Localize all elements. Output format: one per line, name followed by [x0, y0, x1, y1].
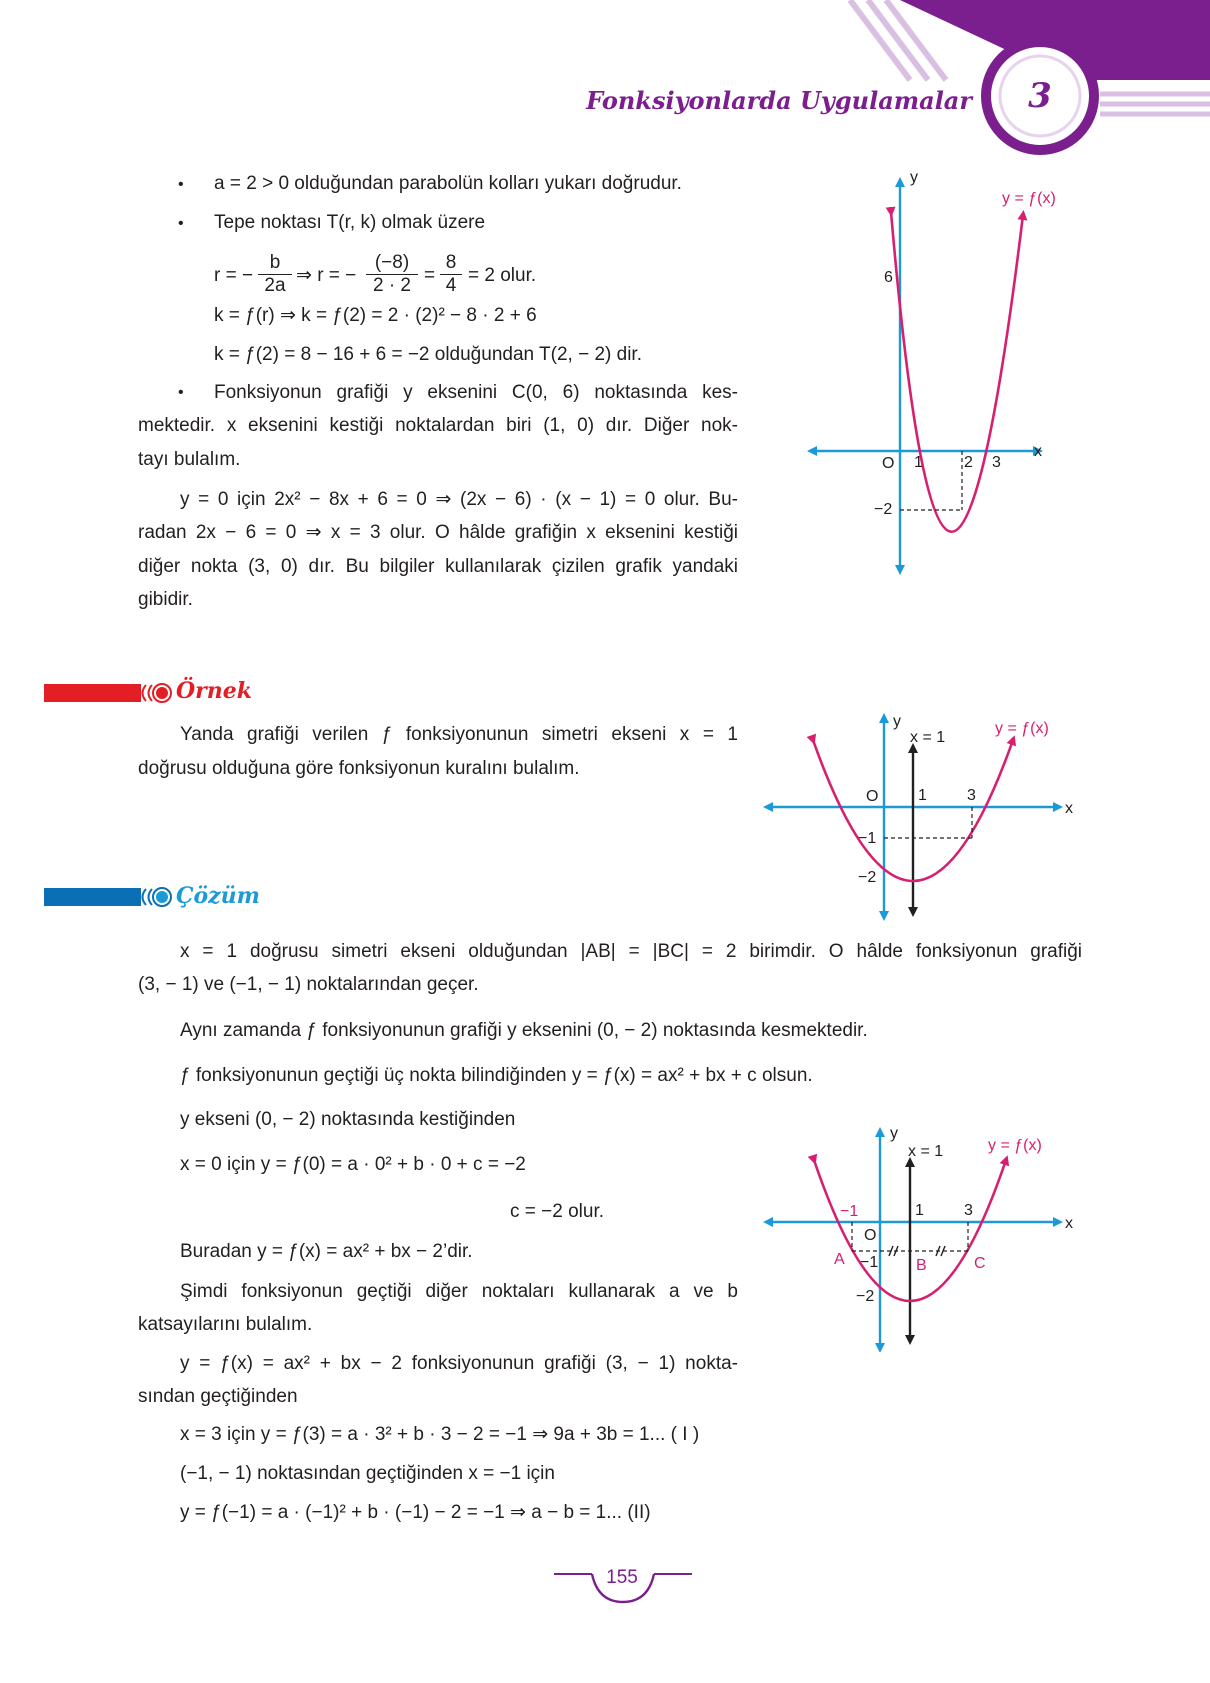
solution-line-14: (−1, − 1) noktasından geçtiğinden x = −1 için	[180, 1463, 555, 1484]
x-tick-label: 1	[914, 454, 923, 471]
solution-line-2: (3, − 1) ve (−1, − 1) noktalarından geçer.	[138, 974, 479, 995]
para-line-1: y = 0 için 2x² − 8x + 6 = 0 ⇒ (2x − 6) · (x − 1) = 0 olur. Bu-	[180, 489, 738, 510]
y-axis-label: y	[890, 1125, 898, 1142]
eq-r-suffix: = 2 olur.	[468, 265, 537, 286]
eq-r-fraction-1: $\frac{b}{2a}$	[258, 252, 292, 297]
x-tick-label: 1	[915, 1202, 924, 1219]
eq-r-mid-2: =	[424, 265, 436, 286]
point-label-b: B	[916, 1257, 927, 1274]
origin-label: O	[866, 788, 879, 805]
solution-line-13: x = 3 için y = ƒ(3) = a · 3² + b · 3 − 2 = −1 ⇒ 9a + 3b = 1... ( I )	[180, 1424, 700, 1445]
solution-line-6: x = 0 için y = ƒ(0) = a · 0² + b · 0 + c = −2	[180, 1154, 526, 1175]
solution-line-12: sından geçtiğinden	[138, 1386, 298, 1407]
eq-k-2: k = ƒ(2) = 8 − 16 + 6 = −2 olduğundan T(2, − 2) dir.	[214, 344, 642, 365]
parabola-curve	[891, 212, 1023, 532]
y-tick-label: −2	[874, 501, 893, 518]
x-tick-label: 1	[918, 787, 927, 804]
graph-parabola-2	[760, 712, 1080, 922]
page-number: 155	[606, 1567, 638, 1588]
solution-line-8: Buradan y = ƒ(x) = ax² + bx − 2’dir.	[180, 1241, 473, 1262]
y-axis-label: y	[910, 170, 918, 186]
graph-parabola-1	[800, 170, 1080, 580]
eq-r-mid-1: ⇒ r = −	[296, 265, 357, 286]
symmetry-label: x = 1	[910, 729, 946, 746]
example-line-1: Yanda grafiği verilen ƒ fonksiyonunun simetri ekseni x = 1	[180, 724, 738, 745]
para-line-4: gibidir.	[138, 589, 193, 610]
point-label-a: A	[834, 1251, 845, 1268]
origin-label: O	[864, 1227, 877, 1244]
x-axis-label: x	[1034, 443, 1042, 460]
y-tick-label: −2	[858, 869, 877, 886]
function-label: y = ƒ(x)	[995, 720, 1049, 737]
origin-label: O	[882, 455, 895, 472]
solution-label: Çözüm	[176, 883, 260, 909]
function-label: y = ƒ(x)	[988, 1137, 1042, 1154]
x-tick-label: −1	[840, 1203, 859, 1220]
example-label-bar	[44, 682, 174, 704]
chapter-number: 3	[1028, 76, 1052, 116]
solution-line-3: Aynı zamanda ƒ fonksiyonunun grafiği y eksenini (0, − 2) noktasında kesmektedir.	[180, 1020, 868, 1041]
solution-line-15: y = ƒ(−1) = a · (−1)² + b · (−1) − 2 = −1 ⇒ a − b = 1... (II)	[180, 1502, 651, 1523]
solution-line-5: y ekseni (0, − 2) noktasında kestiğinden	[180, 1109, 516, 1130]
solution-label-bar	[44, 886, 174, 908]
point-label-c: C	[974, 1255, 986, 1272]
example-line-2: doğrusu olduğuna göre fonksiyonun kuralını bulalım.	[138, 758, 580, 779]
y-tick-label: −2	[856, 1288, 875, 1305]
para-line-3: diğer nokta (3, 0) dır. Bu bilgiler kullanılarak çizilen grafik yandaki	[138, 556, 738, 577]
y-tick-label: −1	[860, 1254, 879, 1271]
bullet-text-3-line-2: mektedir. x eksenini kestiği noktalardan biri (1, 0) dır. Diğer nok-	[138, 415, 738, 436]
bullet-dot: •	[178, 384, 184, 401]
solution-line-4: ƒ fonksiyonunun geçtiği üç nokta bilindiğinden y = ƒ(x) = ax² + bx + c olsun.	[180, 1065, 813, 1086]
symmetry-label: x = 1	[908, 1143, 944, 1160]
bullet-dot: •	[178, 176, 184, 193]
bullet-text-3-line-1: Fonksiyonun grafiği y eksenini C(0, 6) noktasında kes-	[214, 382, 738, 403]
solution-line-11: y = ƒ(x) = ax² + bx − 2 fonksiyonunun grafiği (3, − 1) nokta-	[180, 1353, 738, 1374]
bullet-text-1: a = 2 > 0 olduğundan parabolün kolları yukarı doğrudur.	[214, 173, 682, 194]
eq-r-prefix: r = −	[214, 265, 254, 286]
x-axis-label: x	[1065, 800, 1073, 817]
example-label: Örnek	[176, 678, 252, 704]
solution-line-9: Şimdi fonksiyonun geçtiği diğer noktaları kullanarak a ve b	[180, 1281, 738, 1302]
solution-line-7: c = −2 olur.	[510, 1201, 605, 1222]
x-axis-label: x	[1065, 1215, 1073, 1232]
y-axis-label: y	[893, 713, 901, 730]
eq-r-fraction-3: $\frac{8}{4}$	[440, 252, 462, 297]
x-tick-label: 3	[967, 787, 976, 804]
eq-k-1: k = ƒ(r) ⇒ k = ƒ(2) = 2 · (2)² − 8 · 2 + 6	[214, 305, 537, 326]
solution-line-1: x = 1 doğrusu simetri ekseni olduğundan |AB| = |BC| = 2 birimdir. O hâlde fonksiyonun grafiği	[180, 941, 1082, 962]
para-line-2: radan 2x − 6 = 0 ⇒ x = 3 olur. O hâlde grafiğin x eksenini kestiği	[138, 522, 738, 543]
x-tick-label: 2	[964, 454, 973, 471]
header-title: Fonksiyonlarda Uygulamalar	[586, 86, 972, 115]
bullet-text-2: Tepe noktası T(r, k) olmak üzere	[214, 212, 486, 233]
x-tick-label: 3	[964, 1202, 973, 1219]
eq-r-fraction-2: $\frac{(-8)}{2 \cdot 2}$	[366, 252, 418, 297]
x-tick-label: 3	[992, 454, 1001, 471]
bullet-text-3-line-3: tayı bulalım.	[138, 449, 241, 470]
bullet-dot: •	[178, 215, 184, 232]
solution-line-10: katsayılarını bulalım.	[138, 1314, 313, 1335]
y-tick-label: −1	[858, 830, 877, 847]
function-label: y = ƒ(x)	[1002, 190, 1056, 207]
y-tick-label: 6	[884, 269, 893, 286]
graph-parabola-3	[760, 1122, 1080, 1352]
